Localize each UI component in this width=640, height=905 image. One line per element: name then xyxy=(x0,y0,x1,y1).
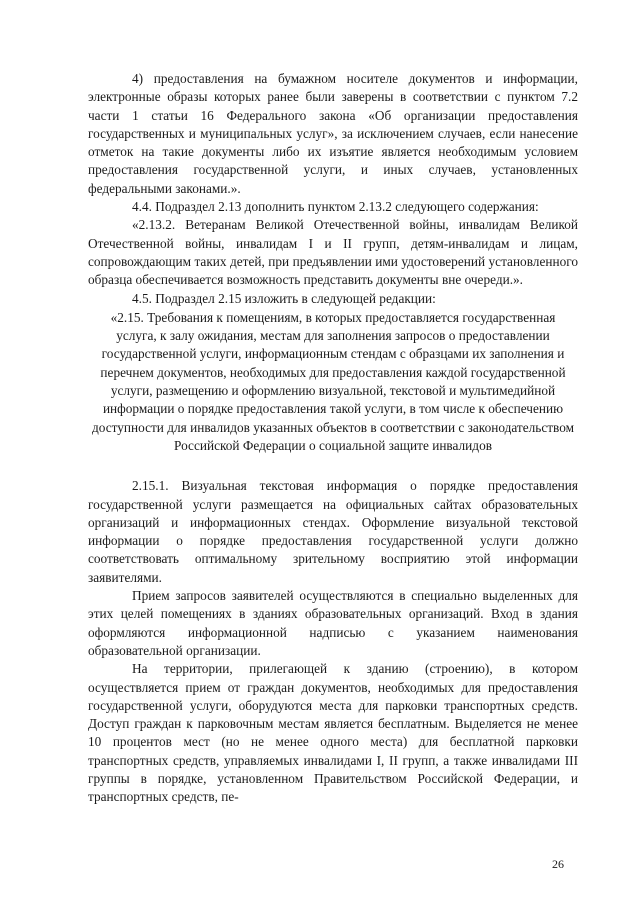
paragraph-2-15-1: 2.15.1. Визуальная текстовая информация о порядке предоставления государственной услуги размещается на официальных сайтах образовательных организаций и информационных стендах. Оформление визуальной текстовой информации о порядке предоставления государственной услуги должно соответствовать оптимальному зрительному восприятию этой информации заявителями. xyxy=(88,478,578,585)
document-body xyxy=(88,70,578,807)
section-heading-2-15: «2.15. Требования к помещениям, в которых предоставляется государственная услуга, к залу ожидания, местам для заполнения запросов о предоставлении государственной услуги, информационным стендам с образцами их заполнения и перечнем документов, необходимых для предоставления каждой государственной услуги, размещению и оформлению визуальной, текстовой и мультимедийной информации о порядке предоставления такой услуги, в том числе к обеспечению доступности для инвалидов указанных объектов в соответствии с законодательством Российской Федерации о социальной защите инвалидов xyxy=(91,309,575,453)
paragraph-item-4: 4) предоставления на бумажном носителе документов и информации, электронные образы которых ранее были заверены в соответствии с пунктом 7.2 части 1 статьи 16 Федерального закона «Об организации предоставления государственных и муниципальных услуг», за исключением случаев, если нанесение отметок на такие документы либо их изъятие является необходимым условием предоставления государственной услуги, и иных случаев, установленных федеральными законами.». xyxy=(88,71,578,196)
page-number: 26 xyxy=(552,857,564,871)
paragraph-parking: На территории, прилегающей к зданию (строению), в котором осуществляется прием от граждан документов, необходимых для предоставления государственной услуги, оборудуются места для парковки транспортных средств. Доступ граждан к парковочным местам является бесплатным. Выделяется не менее 10 процентов мест (но не менее одного места) для бесплатной парковки транспортных средств, управляемых инвалидами I, II групп, а также инвалидами III группы в порядке, установленном Правительством Российской Федерации, и транспортных средств, пе- xyxy=(88,661,578,805)
paragraph-request-intake: Прием запросов заявителей осуществляются в специально выделенных для этих целей помещениях в зданиях образовательных организаций. Вход в здания оформляются информационной надписью с указанием наименования образовательной организации. xyxy=(88,588,578,658)
paragraph-amendment-4-4: 4.4. Подраздел 2.13 дополнить пунктом 2.13.2 следующего содержания: xyxy=(132,199,539,215)
paragraph-quote-2-13-2: «2.13.2. Ветеранам Великой Отечественной войны, инвалидам Великой Отечественной войны, инвалидам I и II групп, детям-инвалидам и лицам, сопровождающим таких детей, при предъявлении ими удостоверений установленного образца обеспечивается возможность представить документы вне очереди.». xyxy=(88,217,578,288)
paragraph-amendment-4-5: 4.5. Подраздел 2.15 изложить в следующей редакции: xyxy=(132,290,436,306)
